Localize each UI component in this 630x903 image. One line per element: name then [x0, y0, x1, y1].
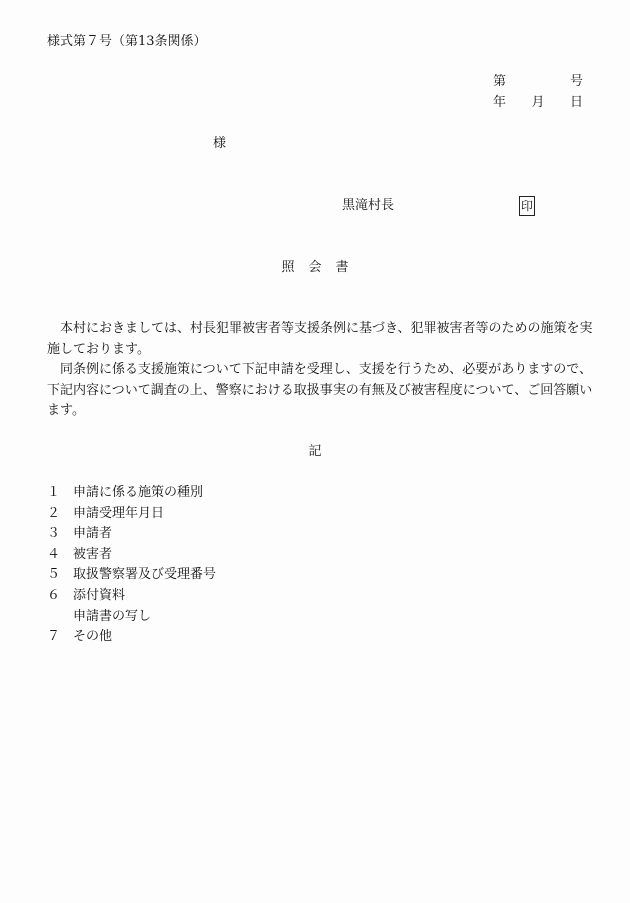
date-year: 年 — [493, 95, 507, 110]
date-day: 日 — [569, 95, 583, 110]
number-suffix: 号 — [569, 74, 583, 89]
list-item — [47, 483, 216, 504]
item-label: 取扱警察署及び受理番号 — [73, 567, 217, 583]
list-item — [47, 586, 216, 607]
item-label: 被害者 — [73, 546, 113, 562]
item-number: ６ — [47, 587, 61, 603]
item-label: その他 — [73, 629, 113, 645]
body-line: 同条例に係る支援施策について下記申請を受理し、支援を行うため、必要がありますので、 — [47, 362, 592, 377]
sender-name: 黒滝村長 — [342, 198, 395, 213]
form-number: 様式第７号（第13条関係） — [47, 34, 207, 49]
item-label: 添付資料 — [73, 587, 126, 603]
body-line: ます。 — [47, 403, 85, 418]
record-heading: 記 — [308, 444, 322, 459]
seal-mark: 印 — [519, 196, 535, 216]
list-item — [47, 504, 216, 525]
item-label: 申請者 — [73, 526, 113, 542]
document-date — [493, 93, 583, 113]
item-label: 申請受理年月日 — [73, 505, 165, 521]
list-item — [47, 524, 216, 545]
document-number — [493, 72, 583, 92]
item-number: ５ — [47, 567, 61, 583]
list-item — [47, 565, 216, 586]
list-item — [47, 545, 216, 566]
title-char: 会 — [308, 260, 322, 275]
number-prefix: 第 — [493, 74, 507, 89]
body-text — [47, 319, 593, 422]
date-month: 月 — [531, 95, 545, 110]
title-char: 照 — [281, 260, 295, 275]
body-line: 施しております。 — [47, 341, 150, 357]
document-title — [0, 258, 630, 278]
item-number: ４ — [47, 546, 61, 562]
item-list — [47, 483, 216, 648]
item-number: １ — [47, 485, 61, 500]
item-number — [47, 607, 73, 628]
body-line: 下記内容について調査の上、警察における取扱事実の有無及び被害程度について、ご回答願い — [47, 382, 593, 398]
item-number: ７ — [47, 629, 61, 645]
title-char: 書 — [335, 260, 349, 275]
item-number: ２ — [47, 505, 61, 521]
item-label: 申請書の写し — [73, 608, 152, 624]
list-item — [47, 627, 216, 648]
body-line: 本村におきましては、村長犯罪被害者等支援条例に基づき、犯罪被害者等のための施策を実 — [47, 321, 593, 336]
item-label: 申請に係る施策の種別 — [73, 485, 204, 500]
list-item — [47, 607, 216, 628]
addressee-honorific: 様 — [213, 136, 227, 151]
item-number: ３ — [47, 526, 61, 542]
